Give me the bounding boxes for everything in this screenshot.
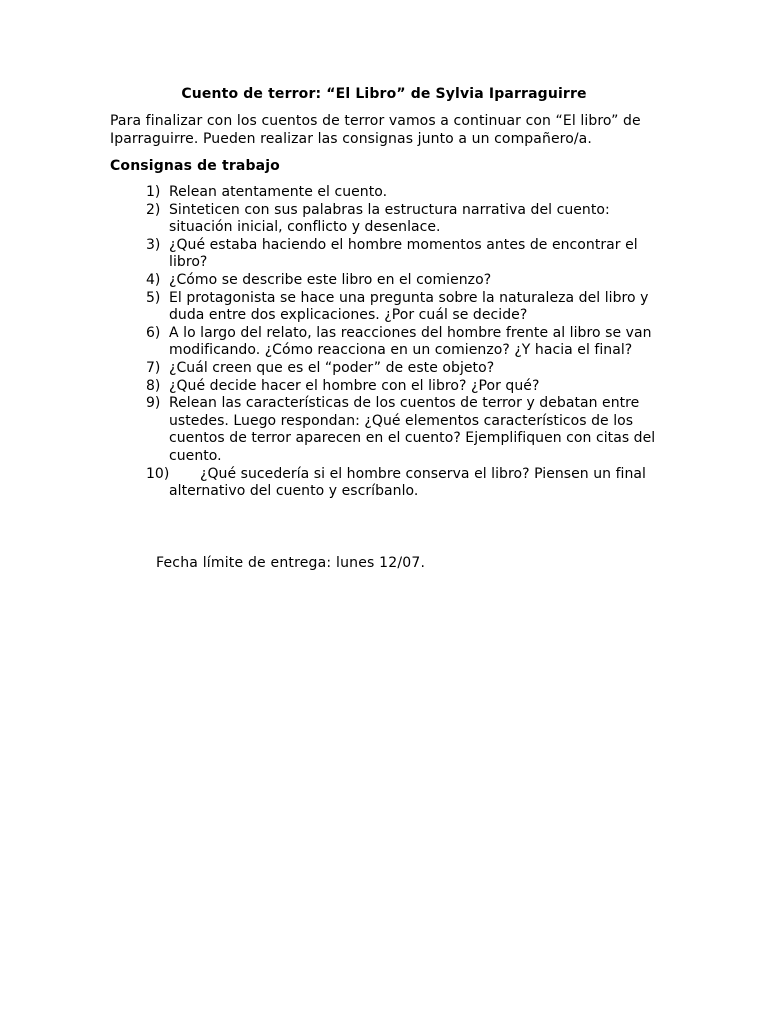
item-text: ¿Qué estaba haciendo el hombre momentos antes de encontrar el libro? [169,236,638,271]
instructions-list [0,184,768,501]
list-item [0,395,768,465]
item-number: 10) [146,465,170,482]
list-item [0,184,768,202]
list-item [0,325,768,360]
item-number: 9) [146,395,161,412]
item-number: 3) [146,236,161,253]
section-heading: Consignas de trabajo [110,158,280,174]
item-text: Relean las características de los cuentos de terror y debatan entre ustedes. Luego respondan: ¿Qué elementos característicos de los cuentos de terror aparecen en el cuento? Ejemplifiquen con citas del cuento. [169,395,656,464]
item-text: A lo largo del relato, las reacciones del hombre frente al libro se van modificando. ¿Cómo reacciona en un comienzo? ¿Y hacia el final? [169,324,652,359]
list-item [0,272,768,290]
item-number: 2) [146,201,161,218]
intro-paragraph: Para finalizar con los cuentos de terror vamos a continuar con “El libro” de Iparraguirre. Pueden realizar las consignas junto a un compañero/a. [110,113,641,147]
list-item [0,378,768,396]
item-text: Relean atentamente el cuento. [169,184,388,200]
list-item [0,360,768,378]
item-number: 7) [146,359,161,376]
item-text: ¿Qué sucedería si el hombre conserva el libro? Piensen un final alternativo del cuento y escríbanlo. [169,465,646,500]
document-title: Cuento de terror: “El Libro” de Sylvia Iparraguirre [181,86,587,102]
item-number: 8) [146,377,161,394]
item-text: Sinteticen con sus palabras la estructura narrativa del cuento: situación inicial, conflicto y desenlace. [169,201,610,236]
item-text: ¿Cuál creen que es el “poder” de este objeto? [169,359,495,376]
list-item [0,466,768,501]
item-text: El protagonista se hace una pregunta sobre la naturaleza del libro y duda entre dos explicaciones. ¿Por cuál se decide? [169,289,649,324]
item-number: 4) [146,271,161,288]
item-number: 6) [146,324,161,341]
item-text: ¿Cómo se describe este libro en el comienzo? [169,271,492,288]
item-number: 1) [146,184,161,200]
deadline-text: Fecha límite de entrega: lunes 12/07. [156,555,426,571]
item-text: ¿Qué decide hacer el hombre con el libro? ¿Por qué? [169,377,540,394]
list-item [0,290,768,325]
list-item [0,237,768,272]
list-item [0,202,768,237]
item-number: 5) [146,289,161,306]
